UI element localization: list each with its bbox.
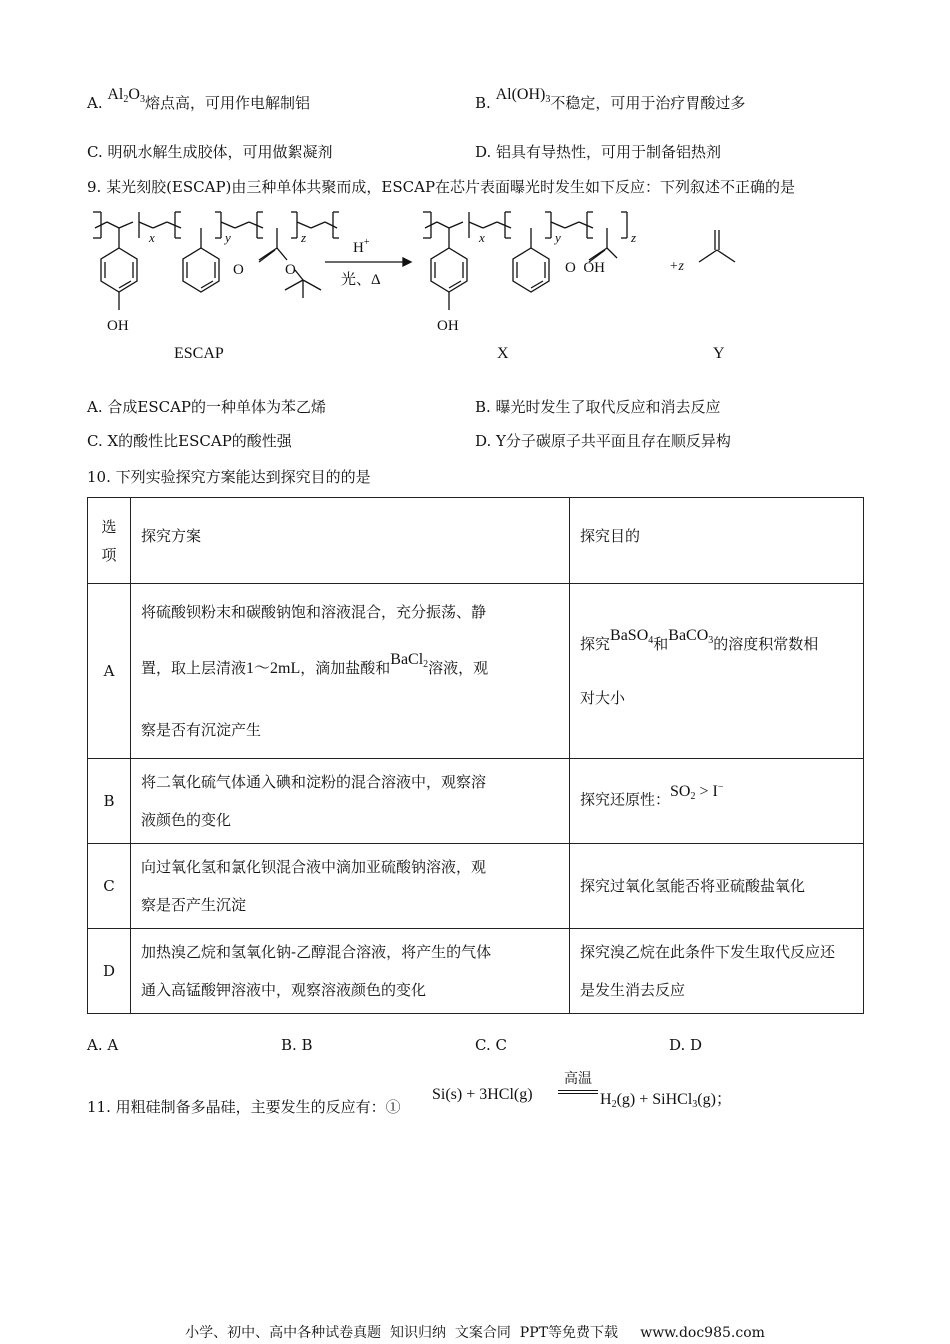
header-option: 选 项 [88, 498, 131, 584]
table-row [88, 584, 864, 759]
escap-oh: OH [107, 318, 129, 334]
x-oh: OH [437, 318, 459, 334]
row-goal: 探究BaSO$_4$和BaCO$_3$的溶度积常数相 对大小 [570, 584, 864, 759]
x-sub-x: x [479, 230, 485, 245]
q9-option-c: C. X的酸性比ESCAP的酸性强 [87, 432, 292, 450]
q8-option-d: D. 铝具有导热性，可用于制备铝热剂 [475, 143, 722, 161]
row-goal: 探究溴乙烷在此条件下发生取代反应还 是发生消去反应 [570, 929, 864, 1014]
table-header-row [88, 498, 864, 584]
q8-option-c: C. 明矾水解生成胶体，可用做絮凝剂 [87, 143, 333, 161]
experiment-table [87, 497, 864, 1014]
row-option: D [88, 929, 131, 1014]
al2o3-formula: $Al_2O_3$ [107, 86, 145, 105]
baso4-formula: BaSO$_4$ [610, 627, 654, 646]
row-plan: 加热溴乙烷和氢氧化钠-乙醇混合溶液，将产生的气体 通入高锰酸钾溶液中，观察溶液颜色的变化 [131, 929, 570, 1014]
row-goal: 探究还原性：$SO_2 > I^-$ [570, 759, 864, 844]
q9-stem: 9. 某光刻胶(ESCAP)由三种单体共聚而成，ESCAP在芯片表面曝光时发生如下反应：下列叙述不正确的是 [87, 178, 796, 196]
header-plan: 探究方案 [131, 498, 570, 584]
escap-carbonyl-o: O [233, 262, 244, 278]
row-plan: 向过氧化氢和氯化钡混合液中滴加亚硫酸钠溶液，观 察是否产生沉淀 [131, 844, 570, 929]
q10-answer-a: A. A [87, 1036, 119, 1054]
baco3-formula: BaCO$_3$ [668, 627, 714, 646]
q8-option-a: A. $Al_2O_3$熔点高，可用作电解制铝 [87, 86, 310, 112]
bacl2-formula: BaCl$_2$ [390, 651, 429, 670]
reagent-h-plus: H+ [353, 237, 370, 256]
x-sub-z: z [631, 230, 637, 245]
plus-z: +z [669, 259, 684, 274]
y-label: Y [713, 345, 725, 362]
reaction-condition: 高温 [558, 1068, 598, 1094]
header-goal: 探究目的 [570, 498, 864, 584]
q10-stem: 10. 下列实验探究方案能达到探究目的的是 [87, 468, 371, 486]
table-row [88, 844, 864, 929]
escap-label: ESCAP [174, 345, 224, 362]
row-plan: 将二氧化硫气体通入碘和淀粉的混合溶液中，观察溶 液颜色的变化 [131, 759, 570, 844]
row-plan: 将硫酸钡粉末和碳酸钠饱和溶液混合，充分振荡、静 置，取上层清液1～2mL，滴加盐酸和BaCl$_2$溶液，观 察是否有沉淀产生 [131, 584, 570, 759]
q8-option-b: B. $Al(OH)_3$不稳定，可用于治疗胃酸过多 [475, 86, 746, 112]
row-goal: 探究过氧化氢能否将亚硫酸盐氧化 [570, 844, 864, 929]
q9-option-b: B. 曝光时发生了取代反应和消去反应 [475, 398, 721, 416]
escap-reaction-diagram [87, 202, 847, 372]
y-structure [699, 230, 735, 262]
equal-sign [558, 1090, 598, 1094]
page-footer: 小学、初中、高中各种试卷真题 知识归纳 文案合同 PPT等免费下载 www.doc985.com [185, 1325, 765, 1341]
row-option: A [88, 584, 131, 759]
reagent-condition: 光、Δ [341, 272, 381, 288]
escap-sub-y: y [225, 230, 231, 245]
escap-sub-z: z [301, 230, 307, 245]
x-carboxyl: O OH [565, 260, 605, 276]
q9-option-d: D. Y分子碳原子共平面且存在顺反异构 [475, 432, 731, 450]
reaction-arrow [325, 258, 411, 266]
escap-structure [93, 212, 339, 310]
q10-answer-b: B. B [281, 1036, 313, 1054]
table-row [88, 759, 864, 844]
q9-option-a: A. 合成ESCAP的一种单体为苯乙烯 [87, 398, 326, 416]
table-row [88, 929, 864, 1014]
escap-sub-x: x [149, 230, 155, 245]
aloh3-formula: $Al(OH)_3$ [495, 86, 551, 105]
q10-answer-c: C. C [475, 1036, 507, 1054]
escap-ether-o: O [285, 262, 296, 278]
so2-gt-i-formula: $SO_2 > I^-$ [670, 781, 724, 802]
row-option: B [88, 759, 131, 844]
x-sub-y: y [555, 230, 561, 245]
x-label: X [497, 345, 509, 362]
row-option: C [88, 844, 131, 929]
q11-stem: 11. 用粗硅制备多晶硅，主要发生的反应有：① [87, 1098, 401, 1116]
q10-answer-d: D. D [669, 1036, 703, 1054]
